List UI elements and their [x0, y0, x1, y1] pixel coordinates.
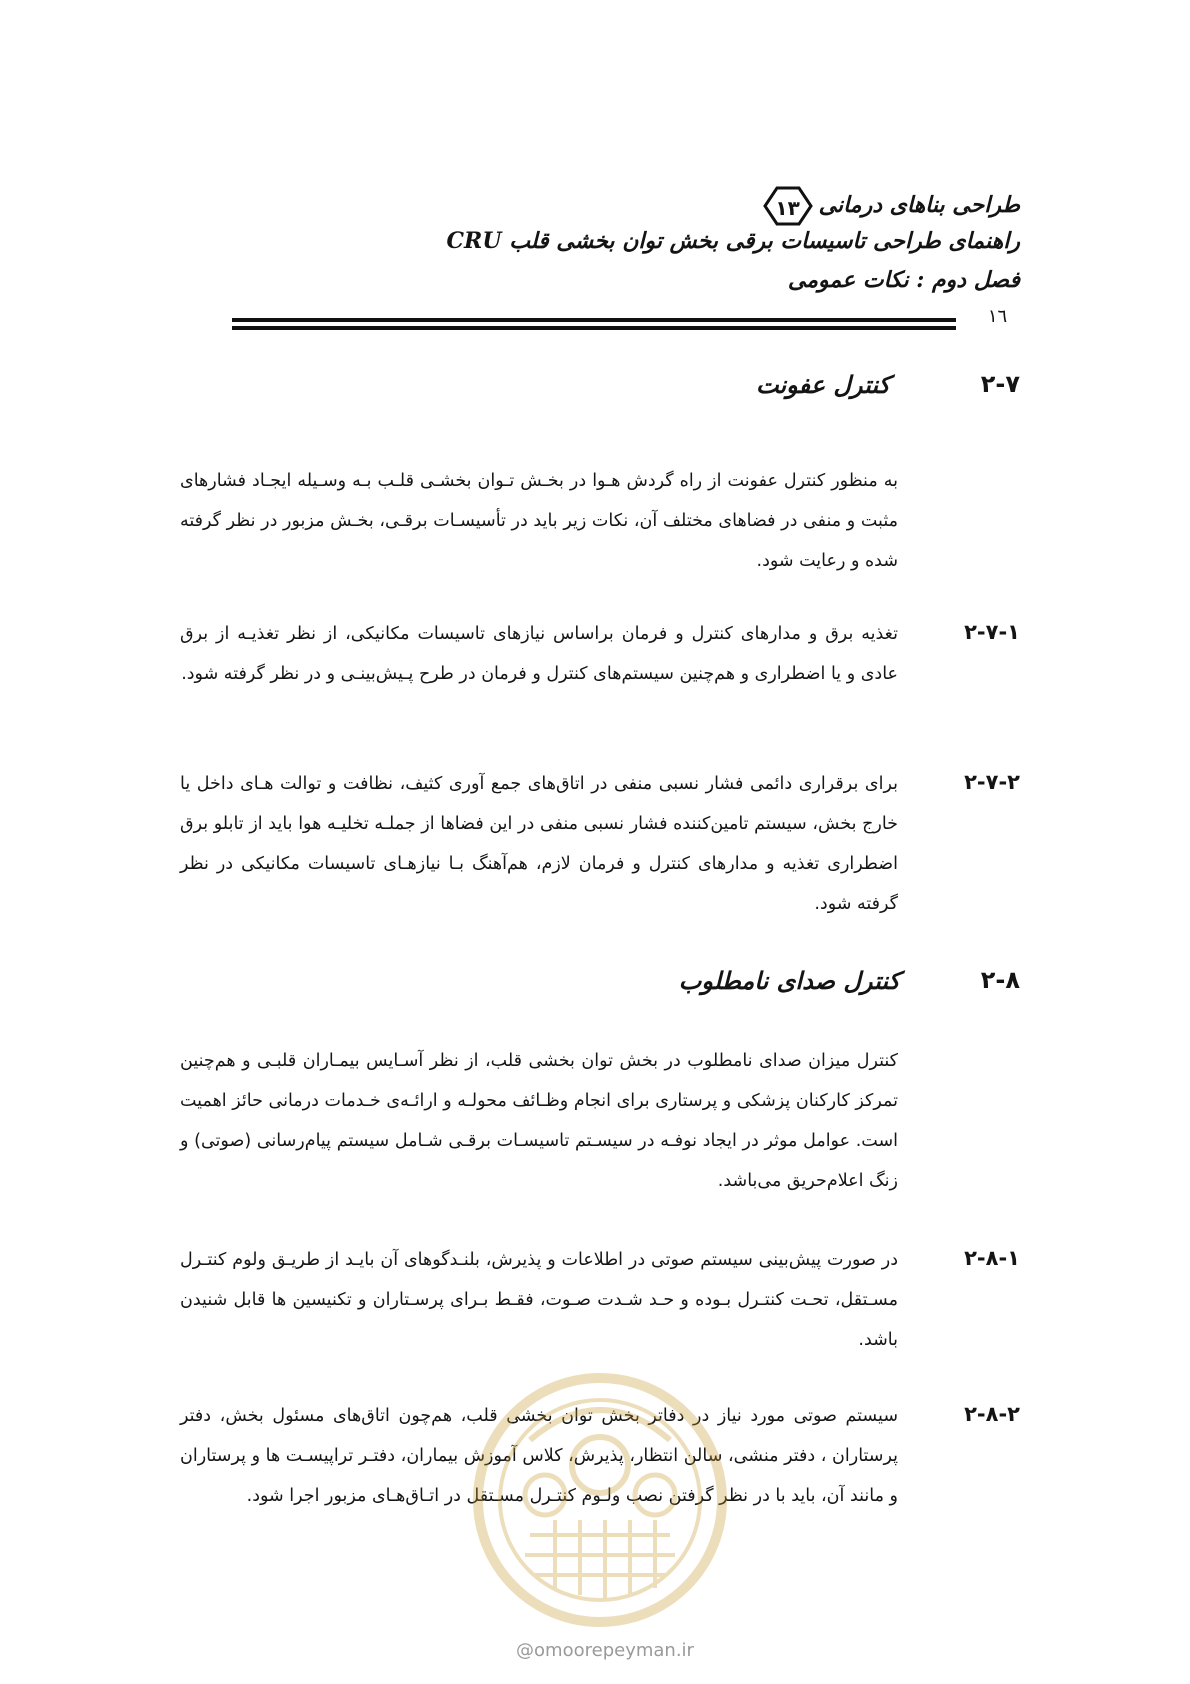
- chapter-title-text: فصل دوم : نکات عمومی: [787, 267, 1020, 293]
- section-intro: کنترل میزان صدای نامطلوب در بخش توان بخشی قلب، از نظر آسـایس بیمـاران قلبـی و هم‌چنین تمرکز کارکنان پزشکی و پرستاری برای انجام وظـائف محولـه و ارائـه‌ی خـدمات درمانی حائز اهمیت است. عوامل موثر در ایجاد نوفـه در سیسـتم تاسیسـات برقـی شـامل سیستم پیام‌رسانی (صوتی) و زنگ اعلام‌حریق می‌باشد.: [180, 1051, 898, 1191]
- header-rule-bottom: [232, 326, 956, 330]
- book-title-text: طراحی بناهای درمانی: [818, 192, 1020, 218]
- header-rule-top: [232, 318, 956, 322]
- guide-title-text: راهنمای طراحی تاسیسات برقی بخش توان بخشی قلب CRU: [446, 228, 1020, 254]
- section-number: ۲-۸: [980, 966, 1020, 994]
- section-intro: به منظور کنترل عفونت از راه گردش هـوا در بخـش تـوان بخشـی قلـب بـه وسـیله ایجـاد فشارهای مثبت و منفی در فضاهای مختلف آن، نکات زیر باید در تأسیسـات برقـی، بخـش مزبور در نظر گرفته شده و رعایت شود.: [180, 471, 898, 571]
- clause-number: ۲-۷-۲: [964, 770, 1020, 794]
- clause-number: ۲-۷-۱: [964, 620, 1020, 644]
- clause-number: ۲-۸-۱: [964, 1246, 1020, 1270]
- volume-badge-number: ۱۳: [775, 196, 800, 220]
- section-title: کنترل صدای نامطلوب: [678, 966, 900, 995]
- page-number: ۱٦: [987, 306, 1008, 327]
- watermark-site: @omoorepeyman.ir: [516, 1640, 694, 1661]
- clause-number: ۲-۸-۲: [964, 1402, 1020, 1426]
- clause-text: سیستم صوتی مورد نیاز در دفاتر بخش توان بخشی قلب، هم‌چون اتاق‌های مسئول بخش، دفتر پرستاران ، دفتر منشی، سالن انتظار، پذیرش، کلاس آموزش بیماران، دفتـر تراپیسـت ها و پرستاران و مانند آن، باید با در نظر گرفتن نصب ولـوم کنتـرل مسـتقل در اتـاق‌هـای مزبور اجرا شود.: [180, 1406, 898, 1506]
- section-title: کنترل عفونت: [755, 370, 890, 399]
- section-number: ۲-۷: [980, 370, 1020, 398]
- book-title: [230, 185, 1020, 227]
- clause-text: تغذیه برق و مدارهای کنترل و فرمان براساس نیازهای تاسیسات مکانیکی، از نظر تغذیـه از برق عادی و یا اضطراری و هم‌چنین سیستم‌های کنترل و فرمان در طرح پـیش‌بینـی و در نظر گرفته شود.: [180, 624, 898, 684]
- clause-text: برای برقراری دائمی فشار نسبی منفی در اتاق‌های جمع آوری کثیف، نظافت و توالت هـای داخل یا خارج بخش، سیستم تامین‌کننده فشار نسبی منفی در این فضاها از جملـه تخلیـه هوا باید از تابلو برق اضطراری تغذیه و مدارهای کنترل و فرمان لازم، هم‌آهنگ بـا نیازهـای تاسیسات مکانیکی در نظر گرفته شود.: [180, 774, 898, 914]
- volume-badge: [761, 185, 815, 227]
- guide-title: [230, 225, 1020, 257]
- watermark-seal-icon: [470, 1370, 730, 1630]
- clause-text: در صورت پیش‌بینی سیستم صوتی در اطلاعات و پذیرش، بلنـدگوهای آن بایـد از طریـق ولوم کنتـرل مسـتقل، تحـت کنتـرل بـوده و حـد شـدت صـوت، فقـط بـرای پرسـتاران و تکنیسین ها قابل شنیدن باشد.: [180, 1250, 898, 1350]
- chapter-title: [230, 264, 1020, 296]
